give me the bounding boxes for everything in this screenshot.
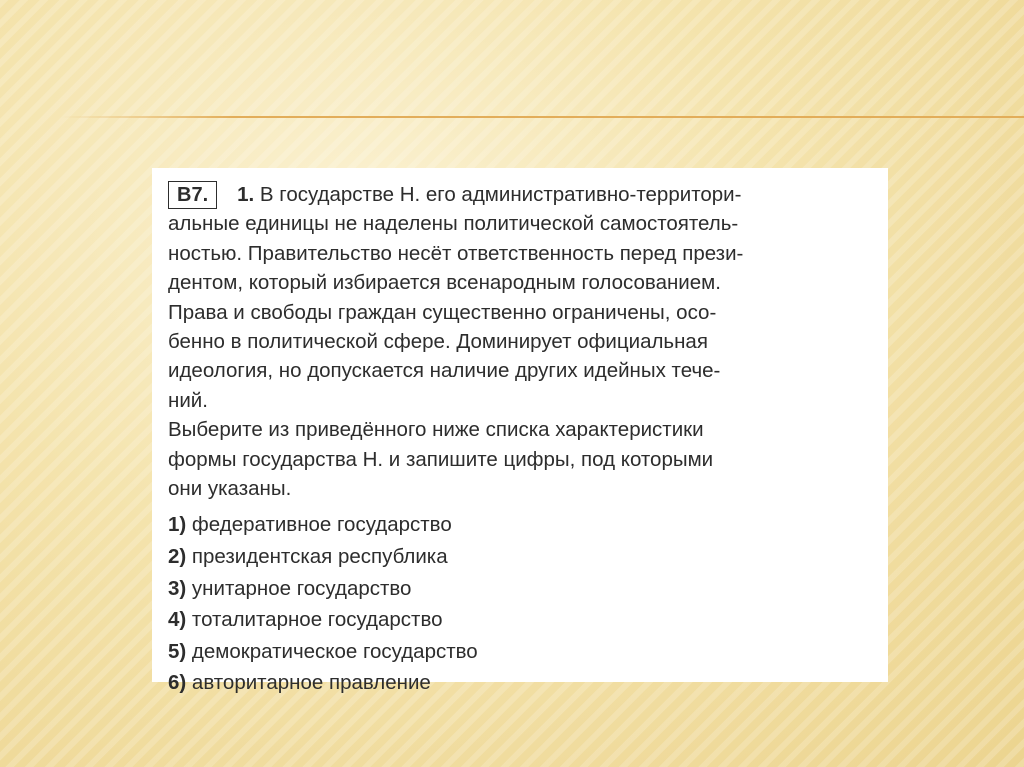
task-line: идеология, но допускается наличие других идейных тече- (168, 359, 721, 383)
answer-option (168, 636, 868, 668)
option-number: 3) (168, 576, 187, 600)
option-text: президентская республика (186, 545, 448, 569)
task-line: альные единицы не наделены политической самостоятель- (168, 212, 739, 236)
option-text: тоталитарное государство (186, 608, 443, 632)
task-line: Права и свободы граждан существенно ограничены, осо- (168, 300, 717, 324)
instruction-line: они указаны. (168, 477, 292, 501)
option-number: 5) (168, 639, 187, 663)
answer-option (168, 509, 868, 541)
answer-option (168, 541, 868, 573)
option-text: федеративное государство (186, 513, 452, 537)
task-instruction (168, 415, 868, 503)
instruction-line: Выберите из приведённого ниже списка характеристики (168, 418, 704, 442)
task-line: ностью. Правительство несёт ответственность перед прези- (168, 241, 744, 265)
task-number: 1. (237, 183, 255, 206)
answer-option (168, 573, 868, 605)
instruction-line: формы государства Н. и запишите цифры, под которыми (168, 447, 714, 471)
task-line: дентом, который избирается всенародным голосованием. (168, 271, 721, 295)
task-line: В государстве Н. его административно-территори- (254, 183, 742, 206)
task-line: ний. (168, 388, 208, 412)
task-line: бенно в политической сфере. Доминирует официальная (168, 330, 708, 354)
answer-option (168, 604, 868, 636)
task-statement (168, 180, 868, 415)
option-number: 2) (168, 545, 187, 569)
option-number: 4) (168, 608, 187, 632)
answer-option (168, 667, 868, 699)
title-divider-line (60, 116, 1024, 118)
option-number: 1) (168, 513, 187, 537)
option-text: демократическое государство (186, 639, 478, 663)
option-text: унитарное государство (186, 576, 412, 600)
answer-options-list (168, 509, 868, 699)
option-number: 6) (168, 671, 187, 695)
option-text: авторитарное правление (186, 671, 431, 695)
task-badge: B7. (168, 181, 217, 209)
task-card (152, 168, 888, 695)
